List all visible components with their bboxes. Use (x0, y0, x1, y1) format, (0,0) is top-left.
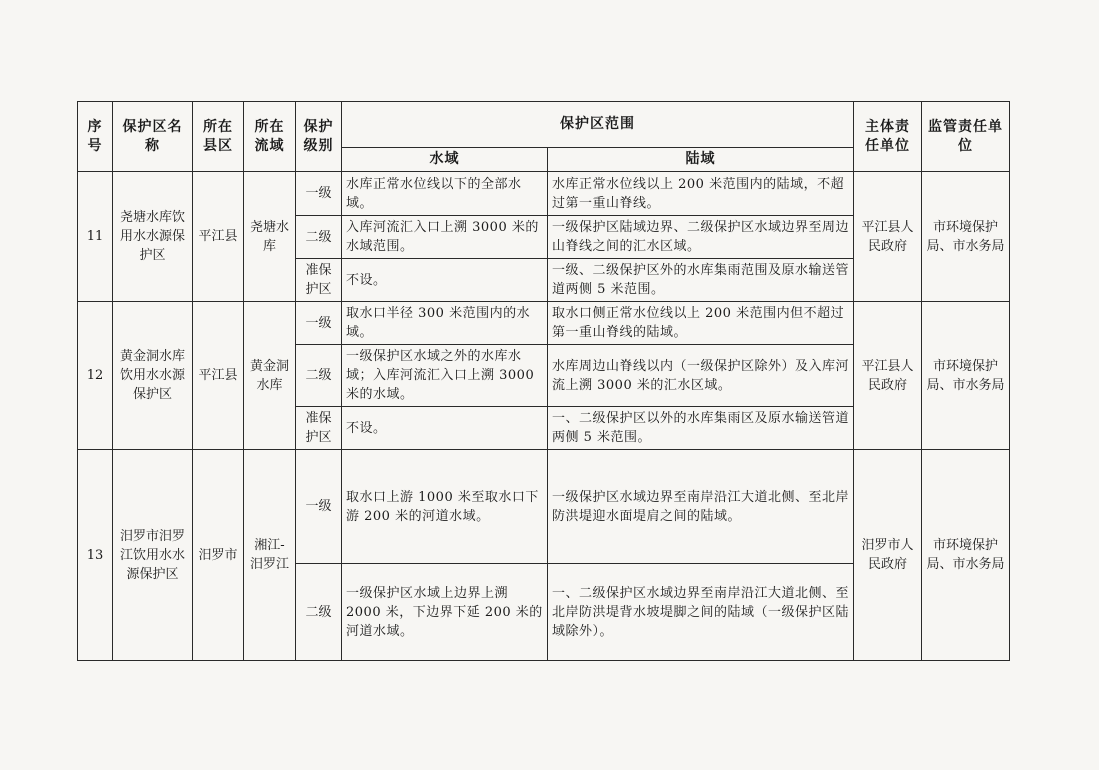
row-supervisor: 市环境保护局、市水务局 (922, 172, 1010, 302)
row-land: 一、二级保护区水域边界至南岸沿江大道北侧、至北岸防洪堤背水坡堤脚之间的陆域（一级保护区陆域除外）。 (548, 564, 854, 661)
protection-zone-table (77, 101, 1010, 661)
row-name: 汨罗市汨罗江饮用水水源保护区 (113, 450, 193, 661)
row-seq: 11 (78, 172, 113, 302)
row-water: 取水口上游 1000 米至取水口下游 200 米的河道水域。 (342, 450, 548, 564)
header-supervisor: 监管责任单位 (922, 102, 1010, 172)
row-land: 水库正常水位线以上 200 米范围内的陆域，不超过第一重山脊线。 (548, 172, 854, 216)
row-basin: 尧塘水库 (244, 172, 296, 302)
row-land: 一、二级保护区以外的水库集雨区及原水输送管道两侧 5 米范围。 (548, 407, 854, 450)
row-level: 准保护区 (296, 407, 342, 450)
row-name: 尧塘水库饮用水水源保护区 (113, 172, 193, 302)
row-land: 一级保护区水域边界至南岸沿江大道北侧、至北岸防洪堤迎水面堤肩之间的陆域。 (548, 450, 854, 564)
header-water: 水域 (342, 148, 548, 172)
row-water: 水库正常水位线以下的全部水域。 (342, 172, 548, 216)
row-water: 取水口半径 300 米范围内的水域。 (342, 302, 548, 345)
header-level: 保护级别 (296, 102, 342, 172)
header-owner: 主体责任单位 (854, 102, 922, 172)
header-row (78, 102, 1010, 148)
header-county: 所在县区 (193, 102, 244, 172)
row-level: 二级 (296, 564, 342, 661)
row-water: 一级保护区水域上边界上溯 2000 米，下边界下延 200 米的河道水域。 (342, 564, 548, 661)
row-level: 准保护区 (296, 259, 342, 302)
row-land: 水库周边山脊线以内（一级保护区除外）及入库河流上溯 3000 米的汇水区域。 (548, 345, 854, 407)
header-land: 陆域 (548, 148, 854, 172)
row-seq: 12 (78, 302, 113, 450)
row-basin: 黄金洞水库 (244, 302, 296, 450)
row-seq: 13 (78, 450, 113, 661)
table-row (78, 302, 1010, 345)
row-level: 一级 (296, 302, 342, 345)
row-name: 黄金洞水库饮用水水源保护区 (113, 302, 193, 450)
row-county: 平江县 (193, 302, 244, 450)
row-basin: 湘江-汨罗江 (244, 450, 296, 661)
header-scope: 保护区范围 (342, 102, 854, 148)
row-land: 一级、二级保护区外的水库集雨范围及原水输送管道两侧 5 米范围。 (548, 259, 854, 302)
row-county: 汨罗市 (193, 450, 244, 661)
row-water: 入库河流汇入口上溯 3000 米的水域范围。 (342, 216, 548, 259)
row-county: 平江县 (193, 172, 244, 302)
row-supervisor: 市环境保护局、市水务局 (922, 450, 1010, 661)
row-owner: 平江县人民政府 (854, 302, 922, 450)
row-level: 二级 (296, 345, 342, 407)
header-seq: 序号 (78, 102, 113, 172)
header-basin: 所在流域 (244, 102, 296, 172)
table-row (78, 450, 1010, 564)
table-row (78, 172, 1010, 216)
row-level: 一级 (296, 172, 342, 216)
row-owner: 汨罗市人民政府 (854, 450, 922, 661)
row-land: 取水口侧正常水位线以上 200 米范围内但不超过第一重山脊线的陆域。 (548, 302, 854, 345)
row-water: 不设。 (342, 407, 548, 450)
row-level: 一级 (296, 450, 342, 564)
row-level: 二级 (296, 216, 342, 259)
row-water: 不设。 (342, 259, 548, 302)
row-supervisor: 市环境保护局、市水务局 (922, 302, 1010, 450)
header-name: 保护区名称 (113, 102, 193, 172)
row-owner: 平江县人民政府 (854, 172, 922, 302)
row-land: 一级保护区陆域边界、二级保护区水域边界至周边山脊线之间的汇水区域。 (548, 216, 854, 259)
row-water: 一级保护区水域之外的水库水域；入库河流汇入口上溯 3000 米的水域。 (342, 345, 548, 407)
